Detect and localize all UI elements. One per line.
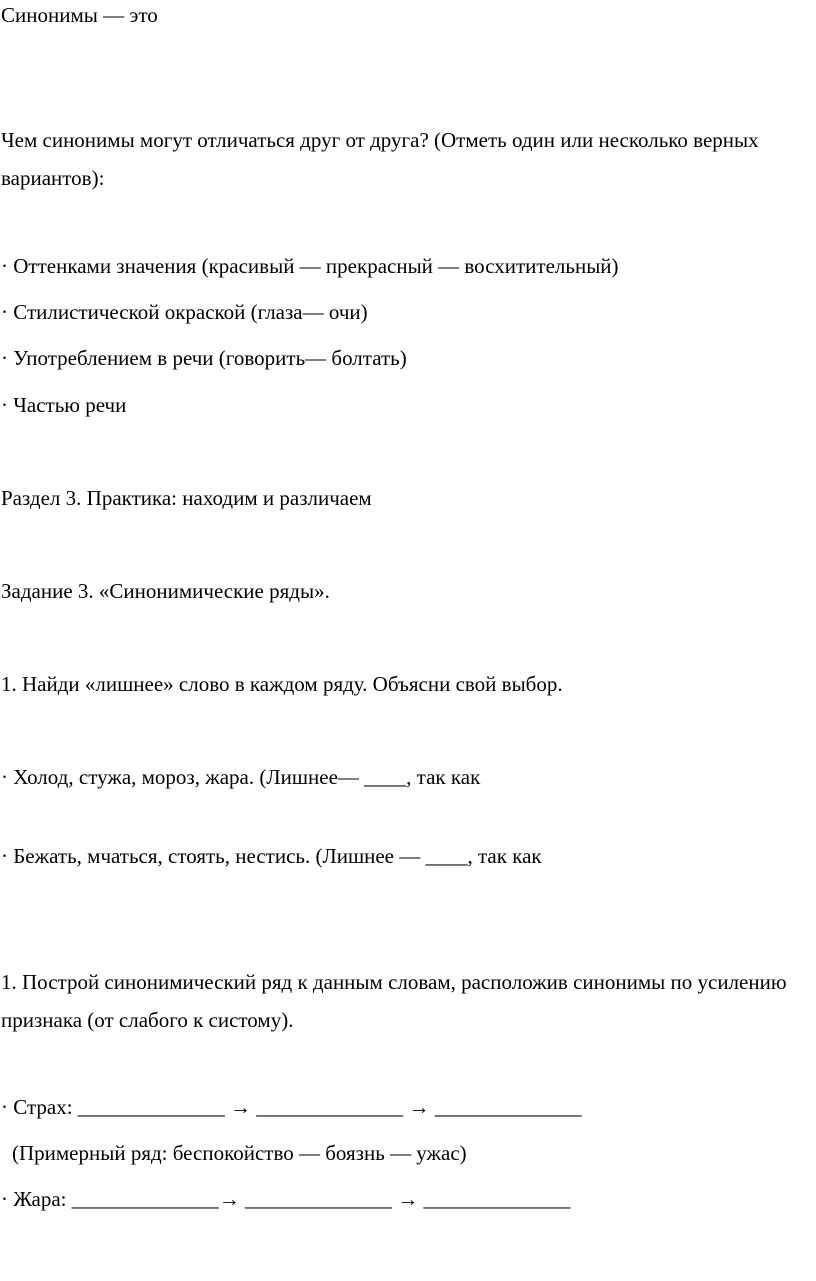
strah-line: · Страх: ______________ → ______________ → ______________ <box>1 1095 582 1119</box>
task1-text: 1. Найди «лишнее» слово в каждом ряду. Объясни свой выбор. <box>1 672 563 696</box>
option-usage: · Употреблением в речи (говорить— болтать) <box>1 346 407 370</box>
option-part-of-speech: · Частью речи <box>1 393 127 417</box>
option-style: · Стилистической окраской (глаза— очи) <box>1 300 368 324</box>
row2-text: · Бежать, мчаться, стоять, нестись. (Лишнее — ____, так как <box>1 844 542 868</box>
task2-text: 1. Построй синонимический ряд к данным словам, расположив синонимы по усилению признака (от слабого к систому). <box>1 970 787 1032</box>
section-title: Раздел 3. Практика: находим и различаем <box>1 486 372 510</box>
question-text: Чем синонимы могут отличаться друг от друга? (Отметь один или несколько верных вариантов): <box>1 128 759 190</box>
option-shades: · Оттенками значения (красивый — прекрасный — восхитительный) <box>1 254 619 278</box>
strah-example: (Примерный ряд: беспокойство — боязнь — ужас) <box>12 1141 467 1165</box>
task-title: Задание 3. «Синонимические ряды». <box>1 579 330 603</box>
zhara-line: · Жара: ______________→ ______________ → ______________ <box>1 1187 571 1211</box>
intro-text: Синонимы — это <box>1 3 158 27</box>
row1-text: · Холод, стужа, мороз, жара. (Лишнее— ____, так как <box>1 765 481 789</box>
